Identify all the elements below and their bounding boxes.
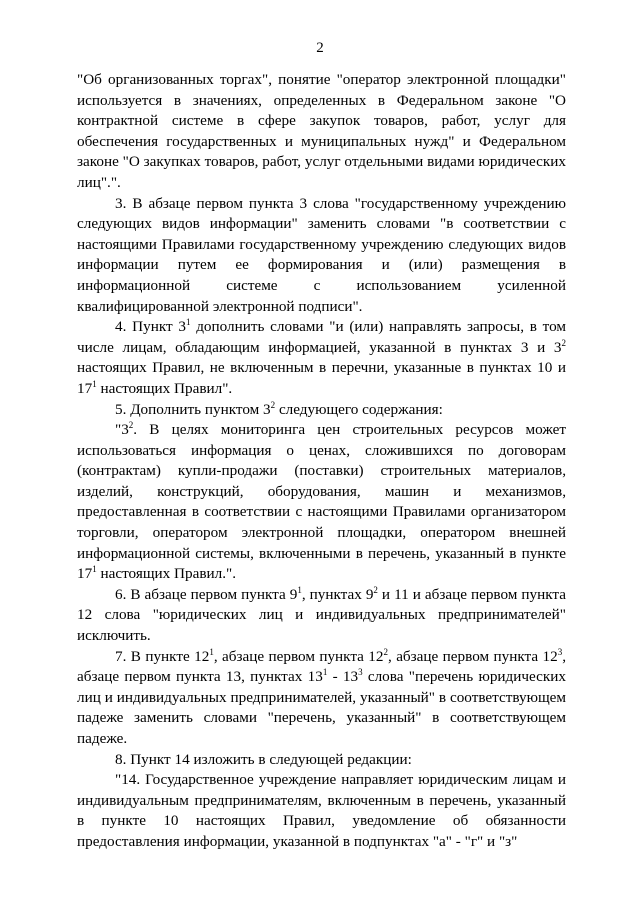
text-run: 6. В абзаце первом пункта 9: [115, 585, 298, 603]
paragraph-p1: [77, 194, 566, 318]
page-number: 2: [316, 40, 324, 56]
text-run: . В целях мониторинга цен строительных ресурсов может использоваться информация о ценах, сложившихся по договорам (контрактам) купли-продажи (поставки) строительных материалов, изделий, конструкций, оборудования, машин и механизмов, предоставленная в соответствии с настоящими Правилами организатором торговли, оператором электронной площадки, оператором внешней информационной системы, включенными в перечень, указанный в пункте 17: [77, 421, 566, 583]
paragraph-p7: [77, 750, 566, 771]
superscript-index: 2: [373, 584, 378, 595]
text-run: настоящих Правил".: [96, 379, 233, 397]
text-run: следующего содержания:: [275, 400, 443, 418]
text-run: , пунктах 9: [301, 585, 374, 603]
text-run: "Об организованных торгах", понятие "оператор электронной площадки" используется в значениях, определенных в Федеральном законе "О контрактной системе в сфере закупок товаров, работ, услуг для обеспечения государственных и муниципальных нужд" и Федеральном законе "О закупках товаров, работ, услуг отдельными видами юридических лиц".".: [77, 71, 566, 191]
text-run: 8. Пункт 14 изложить в следующей редакции:: [115, 750, 412, 768]
superscript-index: 1: [297, 584, 302, 595]
text-run: "14. Государственное учреждение направляет юридическим лицам и индивидуальным предпринимателям, включенным в перечень, указанный в пункте 10 настоящих Правил, уведомление об обязанности предоставления информации, указанной в подпунктах "а" - "г" и "з": [77, 771, 566, 850]
text-run: настоящих Правил, не включенным в перечни, указанные в пунктах 10 и 17: [77, 359, 566, 397]
paragraph-p6: [77, 647, 566, 750]
superscript-index: 2: [270, 399, 276, 410]
text-run: 3. В абзаце первом пункта 3 слова "государственному учреждению следующих видов информации" заменить словами "в соответствии с настоящими Правилами государственному учреждению следующих видов информации путем ее формирования и (или) размещения в информационной системе с использованием усиленной квалифицированной электронной подписи".: [77, 194, 566, 315]
text-run: , абзаце первом пункта 13, пунктах 13: [77, 647, 566, 686]
text-run: настоящих Правил.".: [96, 565, 237, 583]
superscript-index: 1: [209, 646, 214, 657]
superscript-index: 3: [358, 667, 363, 678]
text-run: - 13: [327, 668, 359, 686]
superscript-index: 1: [92, 564, 97, 575]
superscript-index: 2: [561, 337, 566, 348]
superscript-index: 2: [128, 420, 134, 431]
text-run: слова "перечень юридических лиц и индивидуальных предпринимателей, указанный" в соответствующем падеже заменить словами "перечень, указанный" в соответствующем падеже.: [77, 668, 566, 747]
text-run: и 11 и абзаце первом пункта 12 слова "юридических лиц и индивидуальных предпринимателей" исключить.: [77, 585, 566, 645]
paragraph-p0: [77, 70, 566, 194]
text-run: 5. Дополнить пунктом 3: [115, 400, 271, 418]
superscript-index: 2: [383, 646, 388, 657]
text-run: 4. Пункт 3: [115, 318, 186, 336]
paragraph-p3: [77, 400, 566, 421]
superscript-index: 1: [322, 667, 328, 678]
superscript-index: 3: [557, 646, 563, 657]
text-run: , абзаце первом пункта 12: [388, 647, 558, 665]
paragraph-p4: [77, 420, 566, 585]
paragraph-p5: [77, 585, 566, 647]
text-run: 7. В пункте 12: [115, 647, 210, 665]
superscript-index: 1: [185, 317, 191, 328]
paragraph-p2: [77, 317, 566, 399]
document-body: [77, 70, 566, 853]
superscript-index: 1: [92, 378, 97, 389]
text-run: "3: [115, 421, 129, 439]
paragraph-p8: [77, 770, 566, 852]
text-run: , абзаце первом пункта 12: [213, 647, 384, 665]
text-run: дополнить словами "и (или) направлять запросы, в том числе лицам, обладающим информацией, указанной в пунктах 3 и 3: [77, 318, 566, 356]
